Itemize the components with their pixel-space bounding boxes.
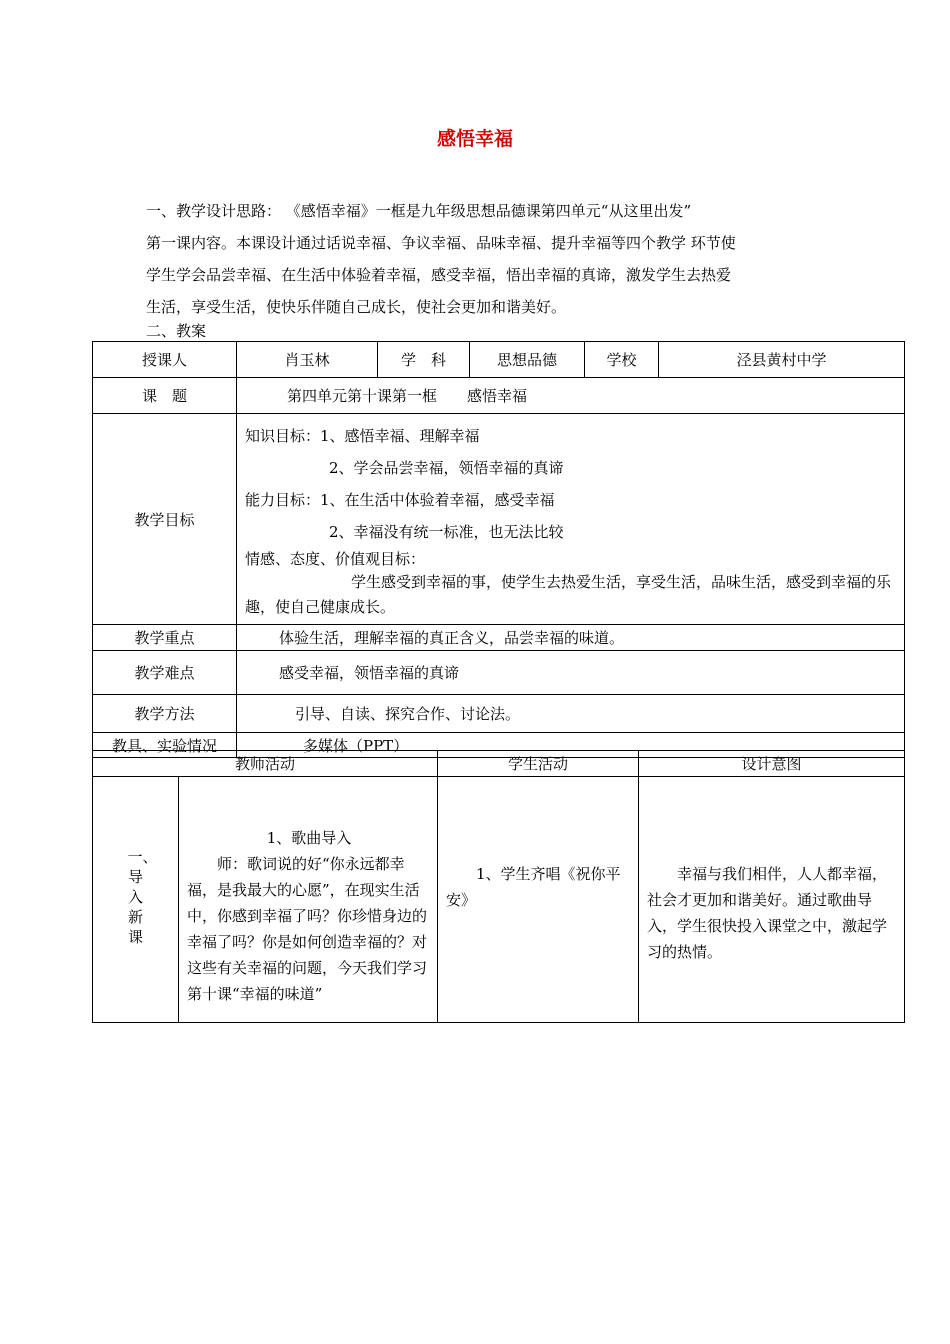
method-value: 引导、自读、探究合作、讨论法。 bbox=[237, 695, 905, 733]
focus-value: 体验生活，理解幸福的真正含义，品尝幸福的味道。 bbox=[237, 625, 905, 651]
column-design-intent: 设计意图 bbox=[639, 751, 905, 777]
goal-emotion-heading: 情感、态度、价值观目标： bbox=[245, 550, 426, 568]
teacher-value: 肖玉林 bbox=[237, 342, 378, 378]
intro-line-3: 学生学会品尝幸福、在生活中体验着幸福，感受幸福，悟出幸福的真谛，激发学生去热爱 bbox=[146, 266, 732, 284]
student-activity-cell bbox=[438, 777, 639, 1023]
goal-emotion-body: 学生感受到幸福的事，使学生去热爱生活，享受生活，品味生活，感受到幸福的乐趣，使自己健康成长。 bbox=[245, 573, 892, 616]
focus-label: 教学重点 bbox=[93, 625, 237, 651]
stage-label: 一、导入新课 bbox=[127, 847, 158, 946]
teacher-activity-text: 师：歌词说的好“你永远都幸福，是我最大的心愿”，在现实生活中，你感到幸福了吗？你珍惜身边的幸福了吗？你是如何创造幸福的？对这些有关幸福的问题，今天我们学习第十课“幸福的味道” bbox=[187, 855, 428, 1003]
goal-knowledge-1: 知识目标：1、感悟幸福、理解幸福 bbox=[245, 427, 480, 445]
subject-value: 思想品德 bbox=[470, 342, 585, 378]
teacher-activity-cell bbox=[179, 777, 438, 1023]
intro-line-1: 一、教学设计思路： 《感悟幸福》一框是九年级思想品德课第四单元“从这里出发” bbox=[146, 202, 692, 220]
section-heading-lesson-plan: 二、教案 bbox=[146, 322, 207, 340]
topic-label: 课 题 bbox=[93, 378, 237, 414]
goal-knowledge-2: 2、学会品尝幸福，领悟幸福的真谛 bbox=[329, 459, 564, 477]
intro-line-2: 第一课内容。本课设计通过话说幸福、争议幸福、品味幸福、提升幸福等四个教学 环节使 bbox=[146, 234, 736, 252]
goals-content bbox=[237, 414, 905, 625]
teacher-label: 授课人 bbox=[93, 342, 237, 378]
topic-value: 第四单元第十课第一框 感悟幸福 bbox=[237, 378, 905, 414]
school-label: 学校 bbox=[585, 342, 659, 378]
student-activity-text: 1、学生齐唱《祝你平安》 bbox=[446, 865, 621, 909]
design-intent-cell bbox=[639, 777, 905, 1023]
column-student-activity: 学生活动 bbox=[438, 751, 639, 777]
tools-value: 多媒体（PPT） bbox=[237, 733, 905, 758]
goal-ability-1: 能力目标：1、在生活中体验着幸福，感受幸福 bbox=[245, 491, 555, 509]
tools-label: 教具、实验情况 bbox=[93, 733, 237, 758]
design-intent-text: 幸福与我们相伴，人人都幸福，社会才更加和谐美好。通过歌曲导入，学生很快投入课堂之中，激起学习的热情。 bbox=[647, 865, 888, 961]
subject-label: 学 科 bbox=[378, 342, 470, 378]
method-label: 教学方法 bbox=[93, 695, 237, 733]
column-teacher-activity: 教师活动 bbox=[93, 751, 438, 777]
activity-table bbox=[92, 750, 905, 1023]
lesson-info-table bbox=[92, 341, 905, 758]
school-value: 泾县黄村中学 bbox=[659, 342, 905, 378]
difficulty-label: 教学难点 bbox=[93, 651, 237, 695]
document-title: 感悟幸福 bbox=[436, 128, 513, 150]
stage-cell bbox=[93, 777, 179, 1023]
teacher-activity-heading: 1、歌曲导入 bbox=[266, 829, 352, 847]
goals-label: 教学目标 bbox=[93, 414, 237, 625]
intro-line-4: 生活，享受生活，使快乐伴随自己成长，使社会更加和谐美好。 bbox=[146, 298, 567, 316]
goal-ability-2: 2、幸福没有统一标准，也无法比较 bbox=[329, 523, 564, 541]
difficulty-value: 感受幸福，领悟幸福的真谛 bbox=[237, 651, 905, 695]
